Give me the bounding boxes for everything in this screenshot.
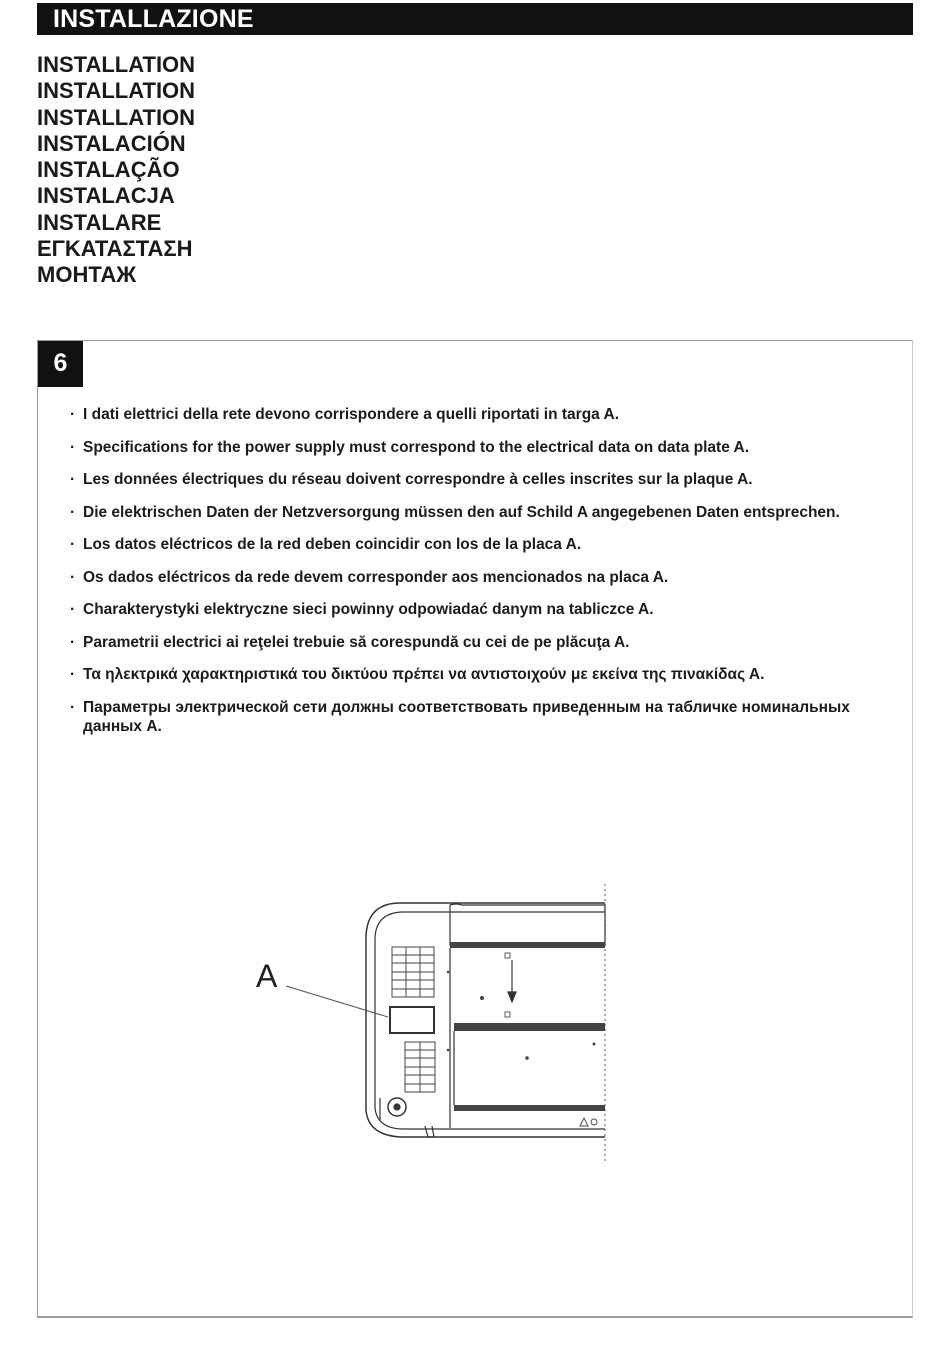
step-number-badge: 6 [38,341,83,387]
lower-vent-grid [405,1042,435,1092]
note-item [70,405,870,424]
bullet-icon: · [70,601,76,618]
language-title: INSTALLATION [37,52,196,77]
foot [425,1126,434,1137]
note-text: Charakterystyki elektryczne sieci powinny odpowiadać danym na tabliczce A. [83,601,654,618]
note-item [70,470,870,489]
section-title: INSTALLAZIONE [53,5,254,33]
note-text: Os dados eléctricos da rede devem corresponder aos mencionados na placa A. [83,568,669,586]
language-title: INSTALACJA [37,183,175,209]
bottom-rail [454,1105,605,1111]
appliance-rating-plate-illustration [250,880,620,1170]
upper-vent-grid [392,947,434,997]
rating-plate [390,1007,434,1033]
callout-leader-line [286,986,388,1017]
note-text: Parametrii electrici ai reţelei trebuie să corespundă cu cei de pe plăcuţa A. [83,633,630,651]
top-rail [450,942,605,948]
note-item [70,503,870,522]
language-title: INSTALLATION [37,78,196,104]
bullet-icon: · [70,568,76,586]
section-header-bar [37,3,913,35]
note-text: Параметры электрической сети должны соответствовать приведенным на табличке номинальных данных А. [83,698,850,735]
instruction-notes [70,405,870,749]
middle-rail [454,1023,605,1031]
note-item [70,568,870,587]
bullet-icon: · [70,503,76,521]
language-title: INSTALLATION [37,104,196,130]
bullet-icon: · [70,666,76,683]
screw-dots [447,971,596,1060]
language-title: INSTALACIÓN [37,130,186,156]
bullet-icon: · [70,471,76,488]
note-item [70,600,870,619]
language-title-list [37,52,195,289]
note-item [70,535,870,554]
bullet-icon: · [70,438,76,456]
note-text: Die elektrischen Daten der Netzversorgung müssen den auf Schild A angegebenen Daten entsprechen. [83,503,840,521]
note-text: Specifications for the power supply must correspond to the electrical data on data plate A. [83,438,750,456]
bullet-icon: · [70,633,76,651]
note-text: Los datos eléctricos de la red deben coincidir con los de la placa A. [83,536,582,553]
note-item [70,633,870,652]
note-item [70,698,870,736]
callout-label-a: A [256,958,278,994]
bullet-icon: · [70,536,76,553]
note-item [70,438,870,457]
note-text: Les données électriques du réseau doivent correspondre à celles inscrites sur la plaque A. [83,471,753,488]
control-knob-center [394,1104,400,1110]
language-title: INSTALAÇÃO [37,157,180,183]
bullet-icon: · [70,406,76,423]
warning-symbols [580,1118,597,1126]
language-title: INSTALARE [37,209,162,235]
note-item [70,665,870,684]
direction-arrow-icon [505,953,516,1017]
top-panel [450,904,605,945]
note-text: I dati elettrici della rete devono corrispondere a quelli riportati in targa A. [83,406,620,423]
bullet-icon: · [70,698,76,716]
note-text: Τα ηλεκτρικά χαρακτηριστικά του δικτύου πρέπει να αντιστοιχούν με εκείνα της πινακίδας Α. [83,666,765,683]
language-title: МОНТАЖ [37,262,137,288]
language-title: ΕΓΚΑΤΑΣΤΑΣΗ [37,236,193,262]
